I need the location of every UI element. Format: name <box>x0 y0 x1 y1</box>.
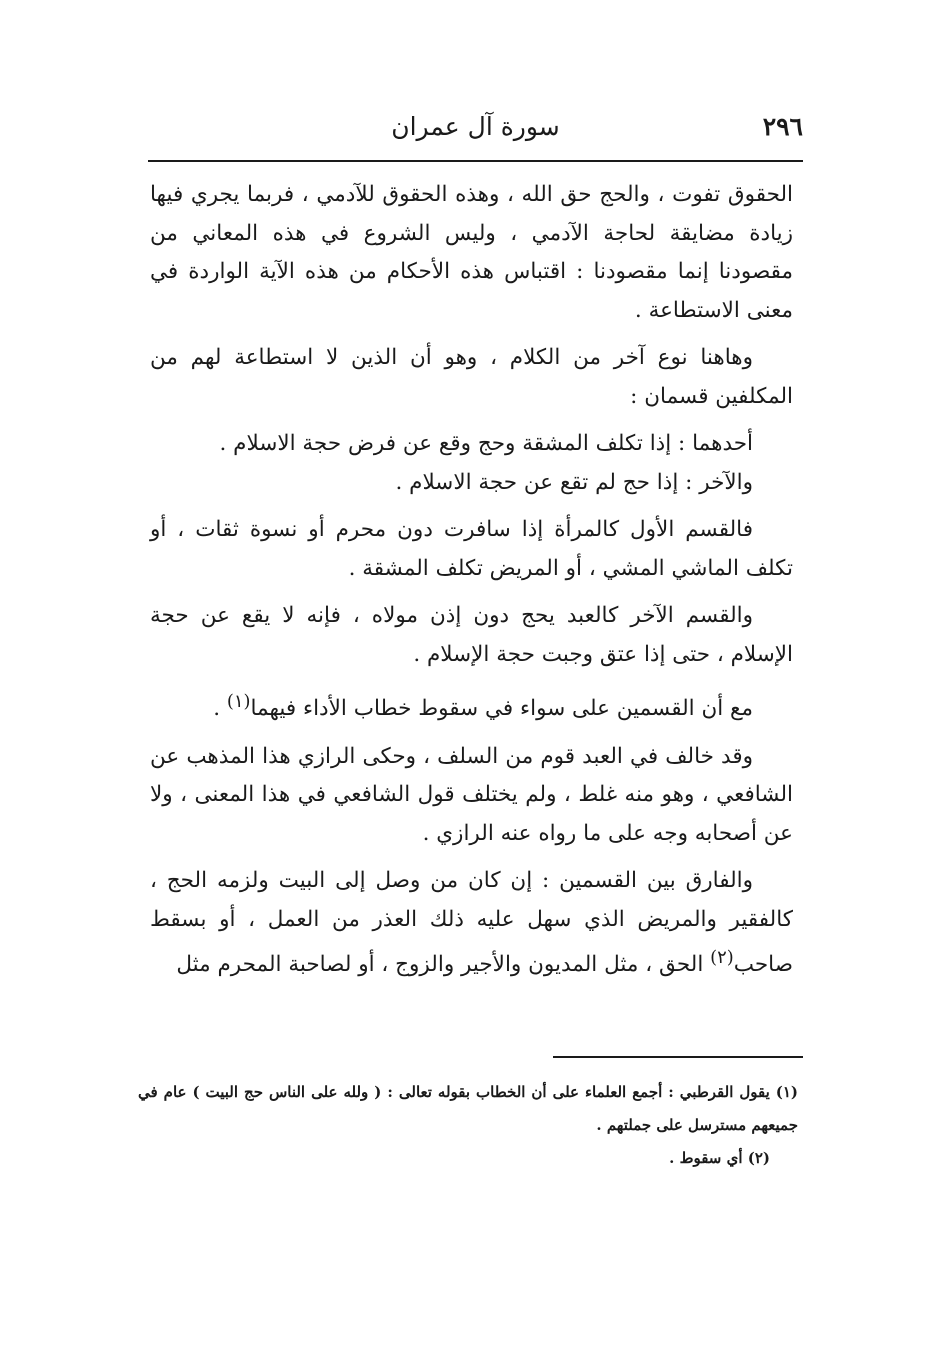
paragraph-text: فالقسم الأول كالمرأة إذا سافرت دون محرم أو نسوة ثقات ، أو تكلف الماشي المشي ، أو المريض تكلف المشقة . <box>150 517 793 581</box>
paragraph-text: الحقوق تفوت ، والحج حق الله ، وهذه الحقوق للآدمي ، فربما يجري فيها زيادة مضايقة لحاجة الآدمي ، وليس الشروع في هذه المعاني من مقصودنا إنما مقصودنا : اقتباس هذه الأحكام من هذه الآية الواردة في معنى الاستطاعة . <box>150 182 793 323</box>
paragraph <box>150 597 793 674</box>
paragraph-text: أحدهما : إذا تكلف المشقة وحج وقع عن فرض حجة الاسلام . <box>219 431 753 456</box>
paragraph <box>150 425 793 464</box>
footnotes <box>138 1076 798 1175</box>
paragraph-text: والقسم الآخر كالعبد يحج دون إذن مولاه ، فإنه لا يقع عن حجة الإسلام ، حتى إذا عتق وجبت حجة الإسلام . <box>150 603 793 667</box>
paragraph <box>150 176 793 330</box>
paragraph-text: والفارق بين القسمين : إن كان من وصل إلى البيت ولزمه الحج ، كالفقير والمريض الذي سهل عليه ذلك العذر من العمل ، أو بسقط صاحب <box>150 868 793 978</box>
paragraph-text: وهاهنا نوع آخر من الكلام ، وهو أن الذين لا استطاعة لهم من المكلفين قسمان : <box>150 345 793 409</box>
paragraph <box>150 862 793 985</box>
paragraph-text: مع أن القسمين على سواء في سقوط خطاب الأداء فيهما <box>250 696 753 722</box>
body-text <box>150 176 793 985</box>
paragraph-text: والآخر : إذا حج لم تقع عن حجة الاسلام . <box>395 469 753 495</box>
paragraph <box>150 511 793 588</box>
footnote: (١) يقول القرطبي : أجمع العلماء على أن الخطاب بقوله تعالى : ( ولله على الناس حج البيت ) عام في جميعهم مسترسل على جملتهم . <box>138 1083 798 1134</box>
running-title: سورة آل عمران <box>391 112 560 141</box>
paragraph-text: وقد خالف في العبد قوم من السلف ، وحكى الرازي هذا المذهب عن الشافعي ، وهو منه غلط ، ولم يختلف قول الشافعي في هذا المعنى ، ولا عن أصحابه وجه على ما رواه عنه الرازي . <box>150 743 793 846</box>
paragraph-tail: . <box>213 696 227 722</box>
header-rule <box>148 160 803 162</box>
footnote-reference[interactable]: (١) <box>226 691 251 712</box>
paragraph <box>150 339 793 416</box>
page-number: ٢٩٦ <box>762 112 803 141</box>
paragraph <box>150 683 793 729</box>
paragraph <box>150 464 793 503</box>
footnote-rule <box>553 1056 803 1058</box>
paragraph <box>150 738 793 854</box>
page-header <box>148 108 803 148</box>
footnote-reference[interactable]: (٢) <box>710 947 734 969</box>
paragraph-tail: الحق ، مثل المديون والأجير والزوج ، أو لصاحبة المحرم مثل <box>176 952 711 978</box>
footnote: (٢) أي سقوط . <box>669 1149 770 1167</box>
